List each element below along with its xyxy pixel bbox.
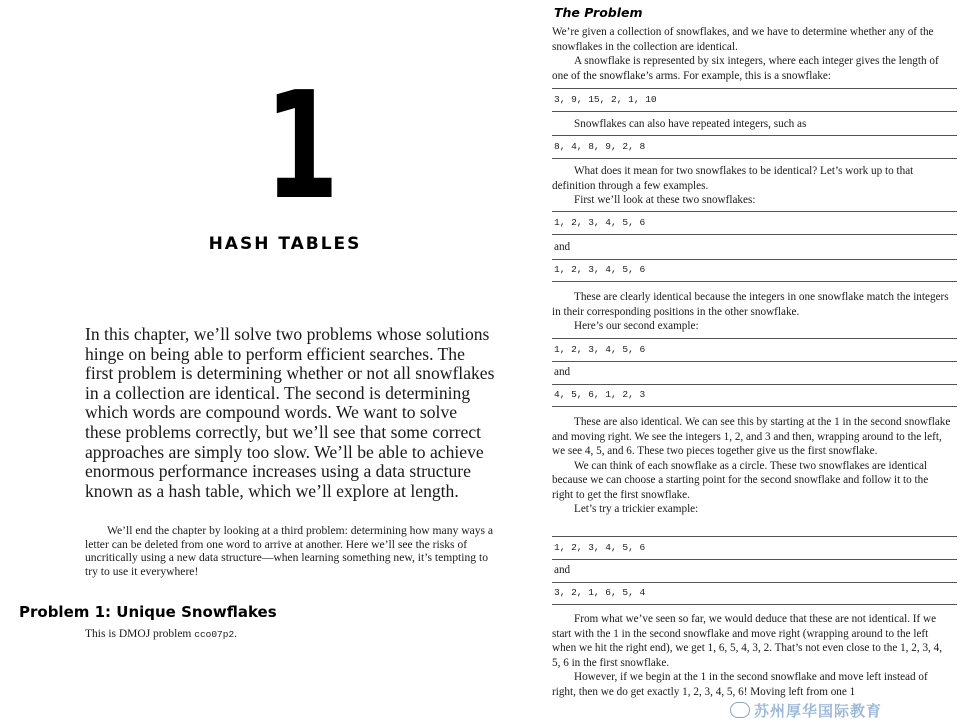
chapter-title: HASH TABLES (208, 234, 362, 254)
code-block (552, 135, 957, 159)
and-text: and (554, 366, 571, 378)
code-text: 3, 2, 1, 6, 5, 4 (554, 587, 646, 598)
paragraph: We can think of each snowflake as a circle. These two snowflakes are identical because we can choose a starting point for the second snowflake and follow it to the right to get the first snowflake. (552, 459, 929, 501)
problem-source-prefix: This is DMOJ problem (85, 628, 195, 640)
problem-source-code: cco07p2 (194, 629, 235, 640)
code-block (552, 384, 957, 407)
code-text: 1, 2, 3, 4, 5, 6 (554, 217, 646, 228)
and-separator (552, 362, 957, 385)
text-block-4 (552, 290, 952, 334)
and-text: and (554, 241, 571, 253)
paragraph: From what we’ve seen so far, we would deduce that these are not identical. If we start with the 1 in the second snowflake and move right (wrapping around to the left when we hit the right end), we get 1, 6, 5, 4, 3, 2. That’s not even close to the 1, 2, 3, 4, 5, 6 in the first snowflake. (552, 613, 943, 669)
code-text: 8, 4, 8, 9, 2, 8 (554, 141, 646, 152)
chapter-intro (85, 325, 495, 501)
text-block-5 (552, 415, 952, 517)
code-block (552, 88, 957, 112)
paragraph: However, if we begin at the 1 in the second snowflake and move left instead of right, then we do get exactly 1, 2, 3, 4, 5, 6! Moving left from one 1 (552, 671, 928, 698)
paragraph: First we’ll look at these two snowflakes: (574, 194, 756, 206)
problem-source (85, 628, 237, 640)
and-separator (552, 560, 957, 583)
paragraph: These are also identical. We can see this by starting at the 1 in the second snowflake and moving right. We see the integers 1, 2, and 3 and then, wrapping around to the left, we see 4, 5, and 6. These two pieces together give us the first snowflake. (552, 416, 951, 457)
code-block (552, 536, 957, 560)
code-block (552, 259, 957, 282)
problem-source-suffix: . (234, 628, 238, 640)
paragraph: We’re given a collection of snowflakes, and we have to determine whether any of the snowflakes in the collection are identical. (552, 26, 934, 53)
paragraph: Let’s try a trickier example: (574, 503, 699, 515)
section-title: The Problem (554, 5, 643, 20)
and-separator (552, 237, 957, 260)
text-block-1 (552, 25, 952, 83)
and-text: and (554, 564, 571, 576)
text-block-6 (552, 612, 952, 699)
paragraph: What does it mean for two snowflakes to be identical? Let’s work up to that definition through a few examples. (552, 165, 914, 192)
problem-heading: Problem 1: Unique Snowflakes (19, 603, 277, 621)
text-block-2 (552, 117, 952, 132)
text-block-3 (552, 164, 952, 208)
intro-paragraph: In this chapter, we’ll solve two problems whose solutions hinge on being able to perform efficient searches. The first problem is determining whether or not all snowflakes in a collection are identical. The second is determining which words are compound words. We want to solve these problems correctly, but we’ll see that some correct approaches are simply too slow. We’ll be able to achieve enormous performance increases using a data structure known as a hash table, which we’ll explore at length. (85, 324, 495, 501)
code-block (552, 338, 957, 362)
code-text: 1, 2, 3, 4, 5, 6 (554, 542, 646, 553)
watermark (730, 700, 970, 720)
watermark-text: 苏州厚华国际教育 (754, 702, 883, 720)
code-block (552, 211, 957, 235)
paragraph: Snowflakes can also have repeated integers, such as (574, 118, 807, 130)
paragraph: A snowflake is represented by six integers, where each integer gives the length of one of the snowflake’s arms. For example, this is a snowflake: (552, 55, 939, 82)
code-text: 1, 2, 3, 4, 5, 6 (554, 264, 646, 275)
code-block (552, 582, 957, 605)
paragraph: These are clearly identical because the integers in one snowflake match the integers in their corresponding positions in the other snowflake. (552, 291, 949, 318)
code-text: 1, 2, 3, 4, 5, 6 (554, 344, 646, 355)
small-paragraph: We’ll end the chapter by looking at a third problem: determining how many ways a letter can be deleted from one word to arrive at another. Here we’ll see the risks of uncritically using a new data structure—when learning something new, it’s tempting to try to use it everywhere! (85, 524, 494, 578)
chapter-number: 1 (264, 60, 336, 232)
chapter-small-text (85, 524, 495, 578)
wechat-icon (730, 702, 750, 718)
code-text: 4, 5, 6, 1, 2, 3 (554, 389, 646, 400)
code-text: 3, 9, 15, 2, 1, 10 (554, 94, 657, 105)
paragraph: Here’s our second example: (574, 320, 699, 332)
